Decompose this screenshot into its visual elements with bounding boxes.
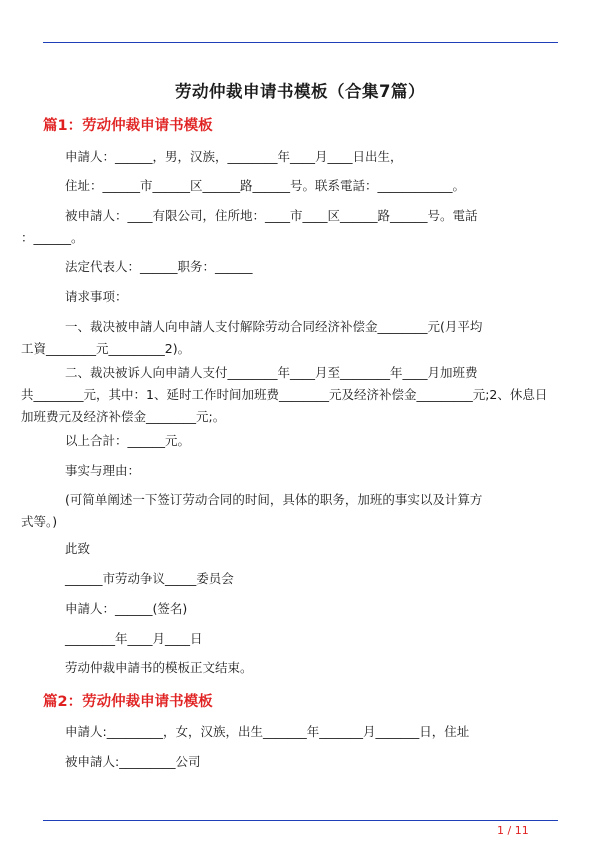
paragraph-total	[43, 430, 558, 452]
line: ______市劳动争议_____委员会	[65, 571, 234, 586]
section-heading-1: 篇1：劳动仲裁申请书模板	[43, 118, 213, 134]
paragraph-salutation	[43, 538, 558, 560]
line: 申請人：______(签名)	[65, 601, 188, 616]
line: 请求事项：	[65, 289, 128, 304]
paragraph-end	[43, 657, 558, 679]
line: 工資________元_________2)。	[21, 341, 191, 356]
line: 一、裁决被申請人向申請人支付解除劳动合同经济补偿金________元(月平均	[65, 319, 483, 334]
paragraph-legal-rep	[43, 256, 558, 278]
line: 共________元，其中：1、延时工作时间加班费________元及经济补偿金_________元;2、休息日	[21, 387, 548, 402]
document-title: 劳动仲裁申请书模板（合集7篇）	[175, 82, 425, 101]
line: (可简单阐述一下签订劳动合同的时间，具体的职务，加班的事实以及计算方	[65, 492, 483, 507]
line: 法定代表人：______职务：______	[65, 259, 253, 274]
page-indicator: 1 / 11	[497, 824, 529, 837]
line: 加班费元及经济补偿金________元;。	[21, 409, 226, 424]
section-heading-2: 篇2：劳动仲裁申请书模板	[43, 694, 213, 710]
line: ：______。	[21, 230, 84, 245]
paragraph-respondent	[21, 205, 558, 249]
line: 被申請人：____有限公司，住所地：____市____区______路______号。電話	[65, 208, 478, 223]
line: 住址：______市______区______路______号。联系電話：____________。	[65, 178, 466, 193]
line: 以上合計：______元。	[65, 433, 191, 448]
paragraph-applicant-2	[43, 721, 558, 743]
paragraph-facts-heading	[43, 460, 558, 482]
line: 事实与理由：	[65, 463, 141, 478]
paragraph-claim-2	[21, 362, 558, 428]
line: 劳动仲裁申請书的模板正文结束。	[65, 660, 253, 675]
line: ________年____月____日	[65, 631, 203, 646]
paragraph-committee	[43, 568, 558, 590]
paragraph-date	[43, 628, 558, 650]
paragraph-claims-heading	[43, 286, 558, 308]
line: 申請人：______，男，汉族，________年____月____日出生，	[65, 149, 403, 164]
paragraph-signature	[43, 598, 558, 620]
footer-rule	[43, 820, 558, 821]
line: 被申請人:_________公司	[65, 754, 201, 769]
line: 申請人:_________，女，汉族，出生_______年_______月_______日，住址	[65, 724, 470, 739]
paragraph-respondent-2	[43, 751, 558, 773]
line: 此致	[65, 541, 91, 556]
paragraph-address	[43, 175, 558, 197]
paragraph-claim-1	[21, 316, 558, 360]
header-rule	[43, 42, 558, 43]
line: 二、裁决被诉人向申請人支付________年____月至________年____月加班费	[65, 365, 478, 380]
paragraph-facts	[21, 489, 558, 533]
paragraph-applicant	[43, 146, 558, 168]
line: 式等。)	[21, 514, 58, 529]
